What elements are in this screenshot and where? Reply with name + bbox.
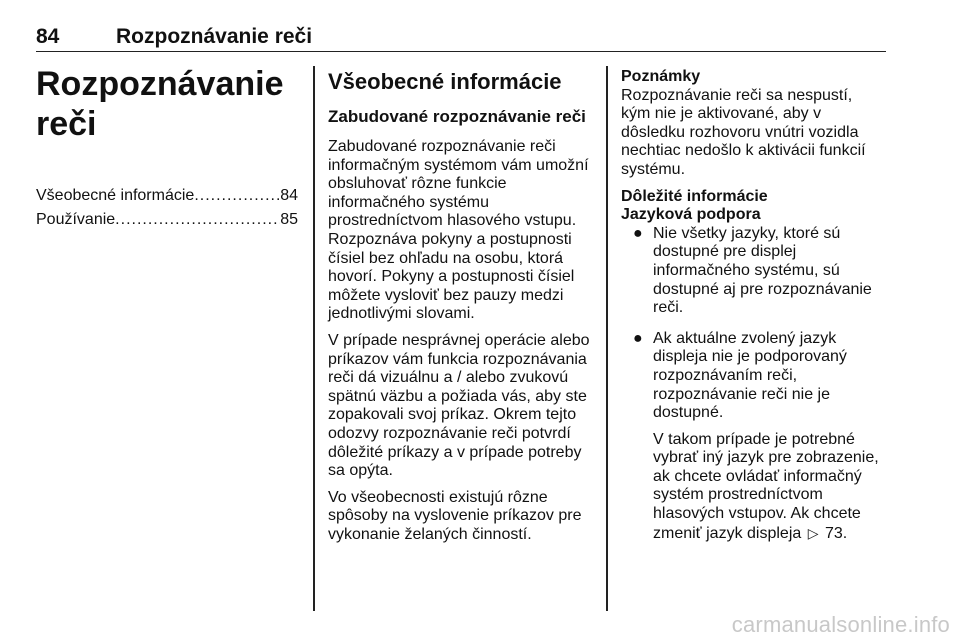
list-item <box>621 330 883 544</box>
list-item <box>621 225 883 318</box>
bullet-continuation <box>653 431 883 544</box>
toc-leader-dots <box>115 208 280 232</box>
arrow-right-icon: ▷ <box>807 524 819 541</box>
left-column <box>36 62 298 232</box>
chapter-title: Rozpoznávanie reči <box>36 65 284 143</box>
page-number: 84 <box>36 25 60 48</box>
subsection-title: Zabudované rozpoznávanie reči <box>328 107 586 126</box>
watermark: carmanualsonline.info <box>731 612 950 637</box>
note-heading: Poznámky <box>621 68 701 85</box>
important-info-heading: Dôležité informácie <box>621 187 768 205</box>
body-paragraph: Zabudované rozpoznávanie reči informačným systémom vám umožní obsluhovať rôzne funkcie informačného systému prostredníctvom hlasového vstupu. Rozpoznáva pokyny a postupnosti čísiel bez ohľadu na osobu, ktorá hovorí. Pokyny a postupnosti čísiel môžete vysloviť bez pauzy medzi jednotlivými slovami. <box>328 138 589 323</box>
middle-column <box>328 62 590 544</box>
toc-entry-label: Všeobecné informácie <box>36 187 195 204</box>
toc-entry[interactable] <box>36 184 298 208</box>
toc-entry[interactable] <box>36 208 298 232</box>
toc-entry-label: Používanie <box>36 211 116 228</box>
bullet-text: Nie všetky jazyky, ktoré sú dostupné pre displej informačného systému, sú dostupné aj pre rozpoznávanie reči. <box>653 224 872 317</box>
bullet-text: Ak aktuálne zvolený jazyk displeja nie je podporovaný rozpoznávaním reči, rozpoznávanie reči nie je dostupné. <box>653 329 847 422</box>
right-column <box>621 62 883 543</box>
column-divider <box>606 66 608 611</box>
bullet-list <box>621 225 883 544</box>
language-support-heading: Jazyková podpora <box>621 206 761 224</box>
bullet-icon: ● <box>633 224 643 242</box>
body-paragraph: V prípade nesprávnej operácie alebo príkazov vám funkcia rozpoznávania reči dá vizuálnu a / alebo zvukovú spätnú väzbu a požiada vás, aby ste zopakovali svoj príkaz. Okrem tejto odozvy rozpoznávanie reči potvrdí dôležité príkazy a v prípade potreby sa opýta. <box>328 331 590 480</box>
toc-entry-page: 85 <box>280 211 298 228</box>
body-paragraph: Vo všeobecnosti existujú rôzne spôsoby na vyslovenie príkazov pre vykonanie želaných činností. <box>328 488 582 543</box>
running-title: Rozpoznávanie reči <box>116 25 313 48</box>
page-reference-link[interactable]: 73. <box>824 524 848 542</box>
toc-leader-dots <box>194 184 280 208</box>
note-text: Rozpoznávanie reči sa nespustí, kým nie je aktivované, aby v dôsledku rozhovoru vnútri vozidla nechtiac nedošlo k aktivácii funkcií systému. <box>621 86 866 178</box>
page-header <box>36 8 886 52</box>
section-title: Všeobecné informácie <box>328 69 562 94</box>
column-divider <box>313 66 315 611</box>
bullet-continuation-text: V takom prípade je potrebné vybrať iný jazyk pre zobrazenie, ak chcete ovládať informačný systém prostredníctvom hlasových vstupov. Ak chcete zmeniť jazyk displeja <box>653 430 879 542</box>
bullet-icon: ● <box>633 329 643 347</box>
table-of-contents <box>36 184 298 232</box>
toc-entry-page: 84 <box>280 187 298 204</box>
